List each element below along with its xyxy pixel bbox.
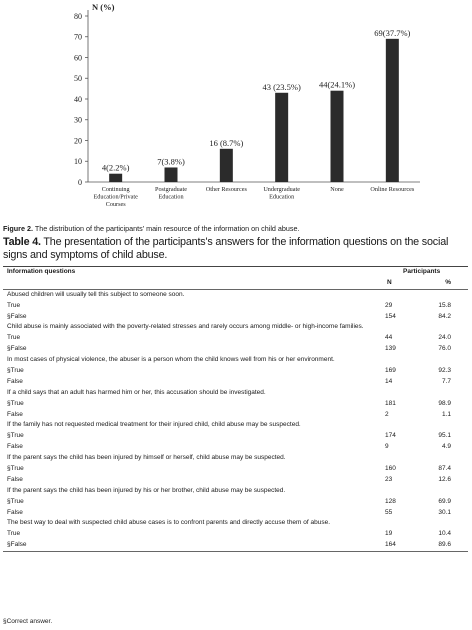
answer-option: §True <box>7 465 24 473</box>
x-category-label: None <box>330 186 344 193</box>
table-question-row <box>3 518 468 529</box>
answer-percent: 7.7 <box>441 377 451 385</box>
answer-option: §False <box>7 541 27 549</box>
answer-option: §True <box>7 497 24 505</box>
answer-count: 164 <box>385 541 396 549</box>
x-category-label: Online Resources <box>370 186 415 193</box>
table-answer-row <box>3 431 468 442</box>
answer-count: 19 <box>385 530 393 538</box>
header-n: N <box>387 278 392 286</box>
answer-count: 139 <box>385 345 396 353</box>
table-answer-row <box>3 508 468 519</box>
table-answer-row <box>3 410 468 421</box>
answer-count: 23 <box>385 475 393 483</box>
table-answer-row <box>3 333 468 344</box>
bar-chart <box>0 0 472 222</box>
x-category-label: Undergraduate <box>263 186 300 193</box>
x-category-label: Education <box>158 193 184 201</box>
answer-percent: 30.1 <box>438 508 451 516</box>
table-footnote: §Correct answer. <box>3 618 53 625</box>
answer-option: True <box>7 301 21 309</box>
table-question-row <box>3 486 468 497</box>
question-text: If the family has not requested medical treatment for their injured child, child abuse may be suspected. <box>7 421 301 429</box>
table-body <box>3 290 468 552</box>
question-text: In most cases of physical violence, the abuser is a person whom the child knows well from his or her environment. <box>7 356 335 364</box>
header-participants: Participants <box>403 268 441 275</box>
table-answer-row <box>3 464 468 475</box>
answer-option: False <box>7 508 23 516</box>
answer-option: True <box>7 334 21 342</box>
answer-percent: 4.9 <box>441 443 451 451</box>
table-answer-row <box>3 312 468 323</box>
bar <box>331 91 344 182</box>
table-answer-row <box>3 399 468 410</box>
answer-percent: 10.4 <box>438 530 451 538</box>
table-question-row <box>3 290 468 301</box>
bar <box>165 167 178 182</box>
answer-percent: 84.2 <box>438 312 451 320</box>
y-tick-label: 60 <box>74 53 82 63</box>
answer-percent: 89.6 <box>438 541 451 549</box>
y-tick-label: 80 <box>74 11 82 21</box>
answer-option: §True <box>7 399 24 407</box>
answer-option: False <box>7 377 23 385</box>
answer-percent: 69.9 <box>438 497 451 505</box>
table-answer-row <box>3 529 468 540</box>
answer-count: 9 <box>385 443 389 451</box>
answer-count: 154 <box>385 312 396 320</box>
figure-caption-text: The distribution of the participants' main resource of the information on child abuse. <box>32 224 300 233</box>
answer-count: 174 <box>385 432 396 440</box>
bar-data-label: 16 (8.7%) <box>209 137 244 148</box>
answer-count: 29 <box>385 301 393 309</box>
answer-percent: 12.6 <box>438 475 451 483</box>
figure-caption-label: Figure 2. <box>3 224 33 233</box>
table-title-label: Table 4. <box>3 236 41 248</box>
answer-count: 44 <box>385 334 393 342</box>
header-information-questions: Information questions <box>7 268 76 275</box>
question-text: The best way to deal with suspected child abuse cases is to confront parents and directly accuse them of abuse. <box>7 519 331 527</box>
figure-caption <box>3 224 469 233</box>
answer-percent: 76.0 <box>438 345 451 353</box>
answer-percent: 24.0 <box>438 334 451 342</box>
question-text: Abused children will usually tell this subject to someone soon. <box>7 290 185 298</box>
y-tick-label: 50 <box>74 74 82 84</box>
bar-data-label: 44(24.1%) <box>318 79 356 90</box>
answer-option: §False <box>7 345 27 353</box>
table-answer-row <box>3 301 468 312</box>
x-category-label: Courses <box>105 201 126 208</box>
y-tick-label: 20 <box>74 136 82 146</box>
y-tick-label: 10 <box>74 157 82 167</box>
question-text: If the parent says the child has been injured by his or her brother, child abuse may be suspected. <box>7 486 286 494</box>
bar-data-label: 7(3.8%) <box>157 156 185 167</box>
table-title <box>3 236 469 261</box>
y-axis-label: N (%) <box>92 2 115 12</box>
answer-option: §False <box>7 312 27 320</box>
answer-count: 160 <box>385 465 396 473</box>
answer-percent: 95.1 <box>438 432 451 440</box>
x-category-label: Continuing <box>101 186 130 193</box>
table-question-row <box>3 322 468 333</box>
question-text: If the parent says the child has been injured by himself or herself, child abuse may be suspected. <box>7 454 286 462</box>
answer-count: 128 <box>385 497 396 505</box>
answer-percent: 1.1 <box>441 410 451 418</box>
table-answer-row <box>3 540 468 552</box>
table-header-row-1 <box>3 266 468 278</box>
answer-count: 14 <box>385 377 393 385</box>
table-question-row <box>3 453 468 464</box>
bar <box>109 174 122 182</box>
x-category-label: Other Resources <box>205 186 247 193</box>
table-question-row <box>3 420 468 431</box>
table-question-row <box>3 355 468 366</box>
bar-data-label: 69(37.7%) <box>374 27 411 38</box>
table-answer-row <box>3 442 468 453</box>
y-tick-label: 40 <box>74 94 82 104</box>
answer-option: §True <box>7 367 24 375</box>
bar-data-label: 43 (23.5%) <box>262 81 301 92</box>
table-header-row-2 <box>3 278 468 290</box>
bar-data-label: 4(2.2%) <box>101 162 130 173</box>
answer-percent: 15.8 <box>438 301 451 309</box>
y-tick-label: 70 <box>74 32 82 42</box>
table-answer-row <box>3 497 468 508</box>
table-answer-row <box>3 377 468 388</box>
answer-count: 2 <box>385 410 389 418</box>
x-category-label: Education <box>269 193 295 201</box>
y-tick-label: 0 <box>78 177 82 187</box>
table-answer-row <box>3 475 468 486</box>
table-answer-row <box>3 366 468 377</box>
answer-percent: 92.3 <box>438 367 451 375</box>
chart-svg <box>0 0 472 222</box>
bar <box>275 93 288 182</box>
answer-option: True <box>7 530 21 538</box>
y-tick-label: 30 <box>74 115 82 125</box>
answer-count: 55 <box>385 508 393 516</box>
x-category-label: Education/Private <box>93 193 138 201</box>
answer-option: §True <box>7 432 24 440</box>
answer-option: False <box>7 443 23 451</box>
table-title-text: The presentation of the participants's answers for the information questions on the social signs and symptoms of child abuse. <box>3 236 449 261</box>
answer-count: 169 <box>385 367 396 375</box>
question-text: Child abuse is mainly associated with the poverty-related stresses and rarely occurs among middle- or high-income families. <box>7 323 364 331</box>
table-question-row <box>3 388 468 399</box>
bar <box>220 149 233 182</box>
question-text: If a child says that an adult has harmed him or her, this accusation should be investigated. <box>7 388 266 396</box>
table-answer-row <box>3 344 468 355</box>
bar <box>386 39 399 182</box>
answer-option: False <box>7 475 23 483</box>
answer-percent: 87.4 <box>438 465 451 473</box>
answer-count: 181 <box>385 399 396 407</box>
x-category-label: Postgraduate <box>155 186 187 193</box>
data-table <box>3 266 468 552</box>
answer-percent: 98.9 <box>438 399 451 407</box>
answer-option: False <box>7 410 23 418</box>
header-pct: % <box>445 278 451 286</box>
